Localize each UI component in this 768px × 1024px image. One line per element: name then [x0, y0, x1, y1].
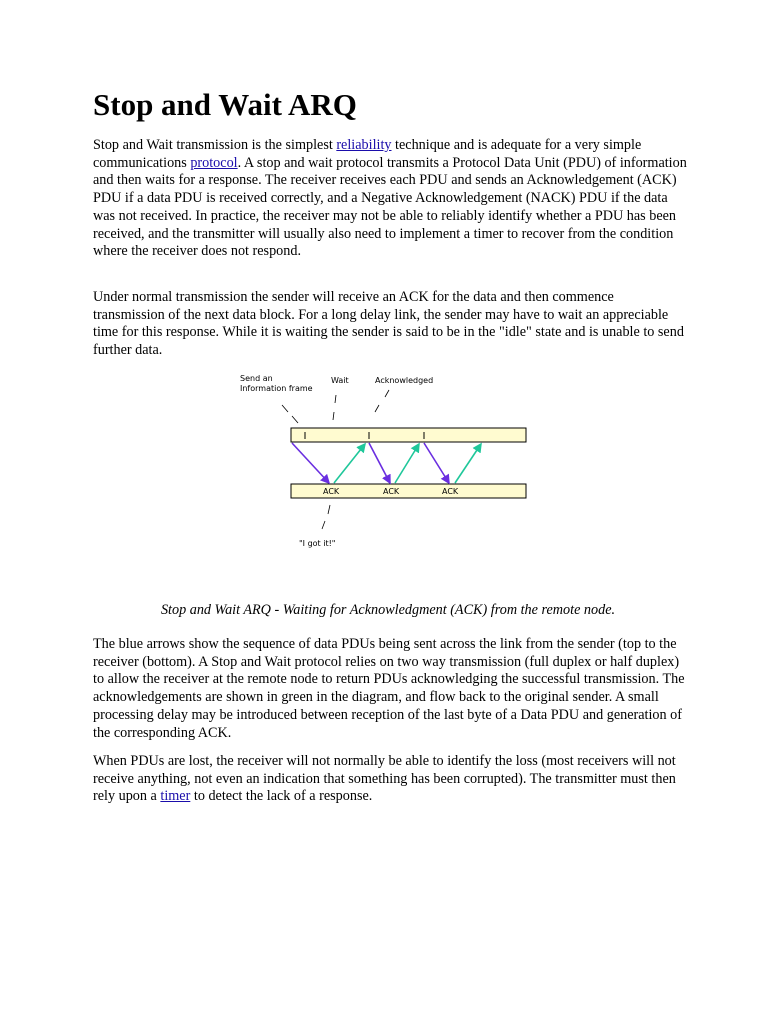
send-pointer-2: [292, 416, 298, 423]
ack-arrow-3: [455, 444, 481, 483]
ack-label-3: ACK: [442, 487, 459, 496]
wait-label: Wait: [331, 376, 349, 385]
ack-label-2: ACK: [383, 487, 400, 496]
stop-and-wait-diagram: [235, 370, 535, 555]
intro-text-1: Stop and Wait transmission is the simplest: [93, 137, 337, 153]
send-pointer-1: [282, 405, 288, 412]
intro-paragraph: [93, 137, 688, 261]
page-title: Stop and Wait ARQ: [93, 87, 357, 122]
timer-link[interactable]: timer: [160, 788, 191, 805]
gotit-pointer-2: [322, 521, 325, 529]
figure-caption: Stop and Wait ARQ - Waiting for Acknowledgment (ACK) from the remote node.: [160, 602, 616, 618]
normal-transmission-paragraph: Under normal transmission the sender will receive an ACK for the data and then commence transmission of the next data block. For a long delay link, the sender may have to wait an appreciable time for this response. While it is waiting the sender is said to be in the "idle" state and is unable to send further data.: [93, 289, 684, 359]
intro-text-2: technique and is adequate for a very simple communications: [93, 137, 642, 171]
lost-pdu-paragraph: [93, 753, 688, 806]
got-it-label: "I got it!": [299, 539, 336, 548]
lost-text-1: When PDUs are lost, the receiver will not normally be able to identify the loss (most receivers will not receive anything, not even an indication that something has been corrupted). The transmitter must then rely upon a: [93, 753, 676, 805]
acknowledged-label: Acknowledged: [375, 376, 434, 385]
protocol-link[interactable]: protocol: [190, 154, 238, 171]
data-arrow-3: [424, 443, 449, 483]
data-arrow-1: [292, 443, 329, 483]
send-label-line1: Send an: [240, 374, 273, 383]
ack-pointer-1: [385, 390, 389, 397]
gotit-pointer-1: [328, 505, 330, 514]
reliability-link[interactable]: reliability: [336, 137, 392, 153]
wait-pointer-2: [333, 412, 334, 420]
send-label-line2: Information frame: [240, 384, 313, 393]
sender-band: [291, 428, 526, 442]
diagram-svg: [235, 370, 535, 555]
ack-pointer-2: [375, 405, 379, 412]
wait-pointer-1: [335, 395, 336, 403]
intro-text-3: . A stop and wait protocol transmits a Protocol Data Unit (PDU) of information and then waits for a response. The receiver receives each PDU and sends an Acknowledgement (ACK) PDU if a data PDU is received correctly, and a Negative Acknowledgement (NACK) PDU if the data was not received. In practice, the receiver may not be able to reliably identify whether a PDU has been received, and the transmitter will usually also need to implement a timer to recover from the condition where the receiver does not respond.: [93, 154, 687, 260]
ack-arrow-1: [334, 444, 365, 483]
arrows-paragraph: The blue arrows show the sequence of data PDUs being sent across the link from the sender (top to the receiver (bottom). A Stop and Wait protocol relies on two way transmission (full duplex or half duplex) to allow the receiver at the remote node to return PDUs acknowledging the successful transmission. The acknowledgements are shown in green in the diagram, and flow back to the original sender. A small processing delay may be introduced between reception of the last byte of a Data PDU and generation of the corresponding ACK.: [93, 636, 685, 741]
lost-text-2: to detect the lack of a response.: [190, 788, 373, 805]
data-arrow-2: [369, 443, 390, 483]
ack-label-1: ACK: [323, 487, 340, 496]
ack-arrow-2: [395, 444, 419, 483]
